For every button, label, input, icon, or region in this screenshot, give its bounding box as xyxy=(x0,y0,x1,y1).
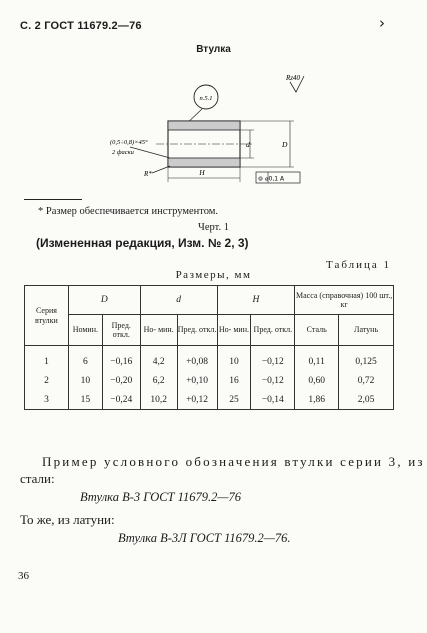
brass-intro: То же, из латуни: xyxy=(20,512,115,527)
sub-steel: Сталь xyxy=(295,315,339,346)
corner-mark: › xyxy=(379,14,385,32)
chamfer-note-2: 2 фаски xyxy=(112,149,134,156)
col-series: Серия втулки xyxy=(25,286,69,346)
table-cell: −0,12 xyxy=(251,371,295,390)
dim-D-label: D xyxy=(282,140,288,149)
figure-caption: Черт. 1 xyxy=(198,222,229,233)
designation-steel: Втулка В-3 ГОСТ 11679.2—76 xyxy=(80,490,241,504)
sub-nom: Но- мин. xyxy=(217,315,251,346)
table-cell: 4,2 xyxy=(140,346,177,372)
table-cell: 6,2 xyxy=(140,371,177,390)
table-cell: 25 xyxy=(217,390,251,410)
sub-dev: Пред. откл. xyxy=(251,315,295,346)
dim-d-label: d xyxy=(246,140,250,149)
table-row xyxy=(25,390,394,410)
tolerance-label: ⊚ ⌀0,1 А xyxy=(258,175,285,183)
table-cell: +0,12 xyxy=(177,390,217,410)
sub-nom: Но- мин. xyxy=(140,315,177,346)
bushing-drawing xyxy=(90,72,330,197)
page-header: С. 2 ГОСТ 11679.2—76 xyxy=(20,20,142,32)
page-number: 36 xyxy=(18,570,29,582)
table-row xyxy=(25,371,394,390)
bushing-wall-bottom xyxy=(168,158,240,167)
bushing-wall-top xyxy=(168,121,240,130)
table-cell: +0,08 xyxy=(177,346,217,372)
example-intro: Пример условного обозначения втулки серии 3, из xyxy=(42,454,425,469)
radius-leader xyxy=(152,166,170,173)
radius-label: R* xyxy=(144,170,152,178)
table-caption: Размеры, мм xyxy=(175,269,252,281)
clause-label: п.5.1 xyxy=(199,95,213,102)
dimensions-table xyxy=(24,285,394,410)
designation-brass: Втулка В-3Л ГОСТ 11679.2—76. xyxy=(118,531,291,545)
table-cell: −0,12 xyxy=(251,346,295,372)
sub-dev: Пред. откл. xyxy=(177,315,217,346)
col-D: D xyxy=(68,286,140,315)
table-cell: 1 xyxy=(25,346,69,372)
chamfer-note-1: (0,5÷0,8)×45° xyxy=(110,139,148,146)
table-cell: −0,16 xyxy=(102,346,140,372)
table-cell: 15 xyxy=(68,390,102,410)
table-cell: 0,125 xyxy=(339,346,394,372)
table-cell: 2,05 xyxy=(339,390,394,410)
footnote: * Размер обеспечивается инструментом. xyxy=(38,206,219,217)
footnote-rule xyxy=(24,199,82,200)
example-intro-cont: стали: xyxy=(20,471,55,486)
table-cell: −0,24 xyxy=(102,390,140,410)
table-cell: −0,14 xyxy=(251,390,295,410)
table-number: Таблица 1 xyxy=(326,259,392,271)
table-cell: 0,11 xyxy=(295,346,339,372)
sub-dev: Пред. откл. xyxy=(102,315,140,346)
col-mass: Масса (справочная) 100 шт., кг xyxy=(295,286,394,315)
table-cell: 0,60 xyxy=(295,371,339,390)
dim-H-label: H xyxy=(199,168,205,177)
table-cell: 6 xyxy=(68,346,102,372)
chamfer-leader xyxy=(130,147,170,158)
col-H: H xyxy=(217,286,295,315)
page-title: Втулка xyxy=(196,44,231,55)
sub-brass: Латунь xyxy=(339,315,394,346)
roughness-label: Rz40 xyxy=(286,74,300,82)
table-cell: 10 xyxy=(217,346,251,372)
table-cell: 1,86 xyxy=(295,390,339,410)
table-cell: 3 xyxy=(25,390,69,410)
table-cell: 10,2 xyxy=(140,390,177,410)
table-cell: +0,10 xyxy=(177,371,217,390)
edition-note: (Измененная редакция, Изм. № 2, 3) xyxy=(36,236,249,250)
table-cell: 2 xyxy=(25,371,69,390)
table-cell: 16 xyxy=(217,371,251,390)
sub-nom: Номин. xyxy=(68,315,102,346)
table-cell: 10 xyxy=(68,371,102,390)
table-cell: −0,20 xyxy=(102,371,140,390)
table-cell: 0,72 xyxy=(339,371,394,390)
col-d: d xyxy=(140,286,217,315)
table-row xyxy=(25,346,394,372)
